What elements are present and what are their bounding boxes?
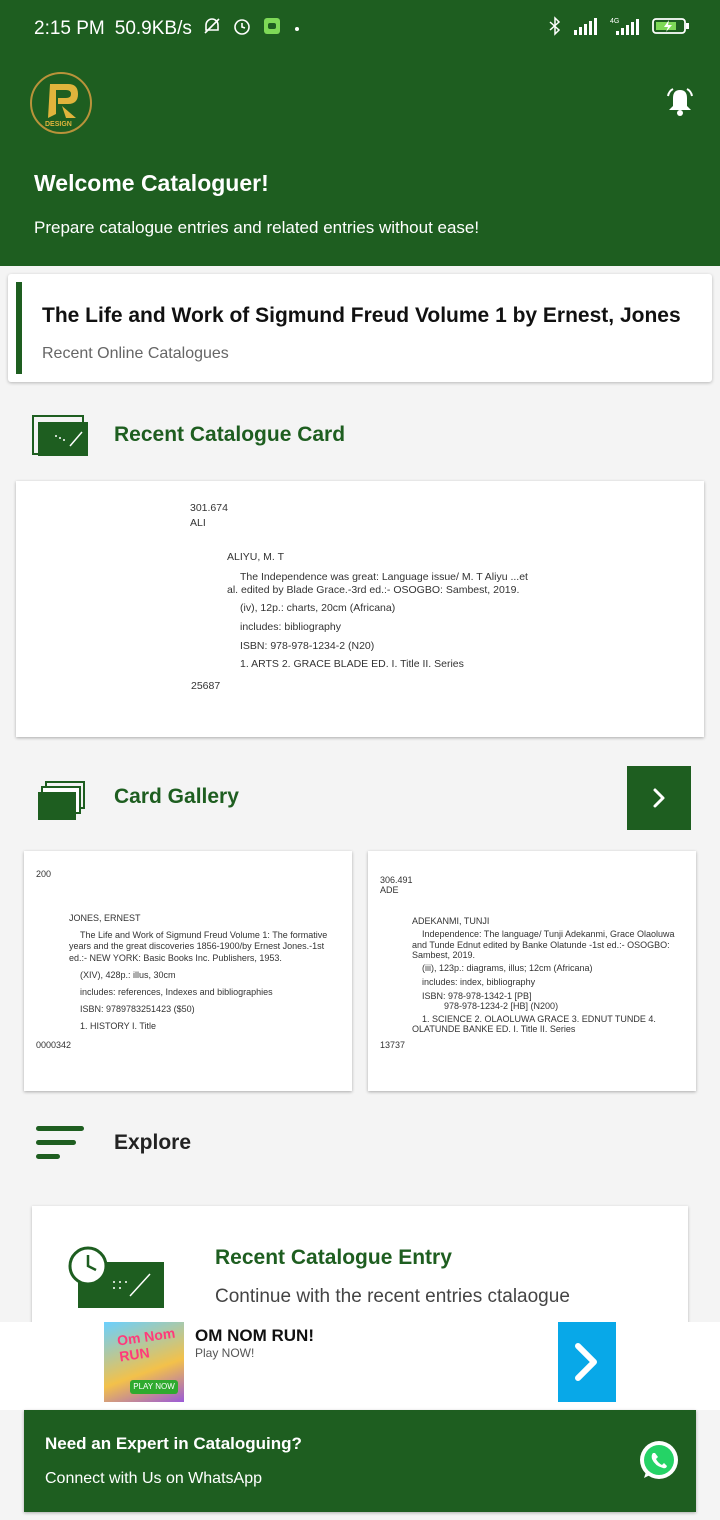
card-line: JONES, ERNEST <box>69 913 141 923</box>
section-label-explore: Explore <box>114 1131 192 1154</box>
chevron-right-icon <box>558 1322 616 1402</box>
card-line: ed.:- NEW YORK: Basic Books Inc. Publishers, 1953. <box>69 953 282 963</box>
recent-online-catalogue-card[interactable] <box>8 274 712 382</box>
card-line: ALIYU, M. T <box>227 551 284 563</box>
card-line: 13737 <box>380 1040 406 1050</box>
catalogue-card-icon <box>32 414 90 458</box>
card-gallery-next-button[interactable] <box>627 766 691 830</box>
card-line: The Life and Work of Sigmund Freud Volume 1: The formative <box>80 930 328 940</box>
card-line: ADEKANMI, TUNJI <box>412 916 490 926</box>
alarm-icon <box>232 16 252 42</box>
card-line: ADE <box>380 885 399 895</box>
card-line: 301.674 <box>190 502 228 514</box>
accent-bar <box>16 282 22 374</box>
signal-4g-icon <box>610 16 640 41</box>
recent-online-subtitle: Recent Online Catalogues <box>42 345 229 362</box>
ad-open-button[interactable] <box>558 1322 616 1402</box>
card-line: includes: index, bibliography <box>422 977 536 987</box>
ad-title: OM NOM RUN! <box>195 1326 314 1345</box>
app-notification-icon <box>262 16 282 42</box>
menu-lines-icon <box>36 1124 94 1168</box>
battery-icon <box>652 16 690 41</box>
card-line: Sambest, 2019. <box>412 950 476 960</box>
card-line: The Independence was great: Language issue/ M. T Aliyu ...et <box>240 571 528 583</box>
status-right <box>548 16 690 41</box>
card-line: includes: references, Indexes and bibliographies <box>80 987 273 997</box>
card-line: 1. SCIENCE 2. OLAOLUWA GRACE 3. EDNUT TUNDE 4. <box>422 1014 656 1024</box>
card-line: 0000342 <box>36 1040 72 1050</box>
status-bar <box>0 0 720 56</box>
section-recent-catalogue-card <box>0 406 720 466</box>
recent-catalogue-card[interactable] <box>16 481 704 737</box>
dot-icon <box>292 18 302 40</box>
notification-bell-icon[interactable] <box>664 86 696 118</box>
signal-icon <box>574 17 598 40</box>
ad-banner[interactable] <box>0 1322 720 1410</box>
card-line: 978-978-1234-2 [HB] (N200) <box>444 1001 559 1011</box>
mute-icon <box>202 16 222 42</box>
app-header <box>0 56 720 266</box>
recent-online-title: The Life and Work of Sigmund Freud Volume 1 by Ernest, Jones <box>42 304 681 327</box>
logo-text: DESIGN <box>45 121 72 128</box>
section-label-recent-card: Recent Catalogue Card <box>114 423 346 446</box>
status-left <box>34 16 302 42</box>
whatsapp-banner-title: Need an Expert in Cataloguing? <box>45 1434 302 1453</box>
section-card-gallery <box>0 768 720 828</box>
welcome-title: Welcome Cataloguer! <box>34 170 269 196</box>
app-logo <box>30 72 92 134</box>
svg-text:4G: 4G <box>610 18 620 25</box>
card-line: includes: bibliography <box>240 621 341 633</box>
card-line: ISBN: 978-978-1342-1 [PB] <box>422 991 532 1001</box>
explore-card-title: Recent Catalogue Entry <box>215 1246 452 1269</box>
ad-thumb-text: Om Nom RUN <box>116 1324 177 1365</box>
card-line: 306.491 <box>380 875 413 885</box>
ad-subtitle: Play NOW! <box>195 1346 255 1360</box>
gallery-card[interactable] <box>24 851 352 1091</box>
card-stack-icon <box>36 780 94 824</box>
card-line: (iv), 12p.: charts, 20cm (Africana) <box>240 602 396 614</box>
card-line: 200 <box>36 869 52 879</box>
welcome-subtitle: Prepare catalogue entries and related entries without ease! <box>34 218 480 237</box>
clock-card-icon <box>68 1246 168 1310</box>
status-time: 2:15 PM <box>34 18 105 39</box>
bluetooth-icon <box>548 16 562 41</box>
ad-thumb-play: PLAY NOW <box>130 1380 178 1394</box>
card-line: Independence: The language/ Tunji Adekanmi, Grace Olaoluwa <box>422 929 675 939</box>
whatsapp-icon[interactable] <box>636 1438 682 1484</box>
card-line: and Tunde Ednut edited by Banke Olatunde -1st ed.:- OSOGBO: <box>412 940 670 950</box>
card-line: ISBN: 978-978-1234-2 (N20) <box>240 640 375 652</box>
card-line: (iii), 123p.: diagrams, illus; 12cm (Africana) <box>422 963 593 973</box>
card-line: 25687 <box>191 680 221 692</box>
card-line: 1. ARTS 2. GRACE BLADE ED. I. Title II. Series <box>240 658 464 670</box>
gallery-card[interactable] <box>368 851 696 1091</box>
status-speed: 50.9KB/s <box>114 18 192 39</box>
card-line: years and the great discoveries 1856-1900/by Ernest Jones.-1st <box>69 941 325 951</box>
card-line: (XIV), 428p.: illus, 30cm <box>80 970 176 980</box>
ad-thumbnail[interactable] <box>104 1322 184 1402</box>
card-line: ALI <box>190 517 206 529</box>
card-line: ISBN: 9789783251423 ($50) <box>80 1004 195 1014</box>
whatsapp-expert-banner[interactable] <box>24 1410 696 1512</box>
section-label-card-gallery: Card Gallery <box>114 785 239 808</box>
whatsapp-banner-subtitle: Connect with Us on WhatsApp <box>45 1470 262 1487</box>
chevron-right-icon <box>627 766 691 830</box>
card-line: 1. HISTORY I. Title <box>80 1021 157 1031</box>
section-explore <box>0 1114 720 1174</box>
card-line: al. edited by Blade Grace.-3rd ed.:- OSOGBO: Sambest, 2019. <box>227 584 520 596</box>
card-line: OLATUNDE BANKE ED. I. Title II. Series <box>412 1024 576 1034</box>
explore-card-subtitle: Continue with the recent entries ctalaogue <box>215 1286 570 1307</box>
